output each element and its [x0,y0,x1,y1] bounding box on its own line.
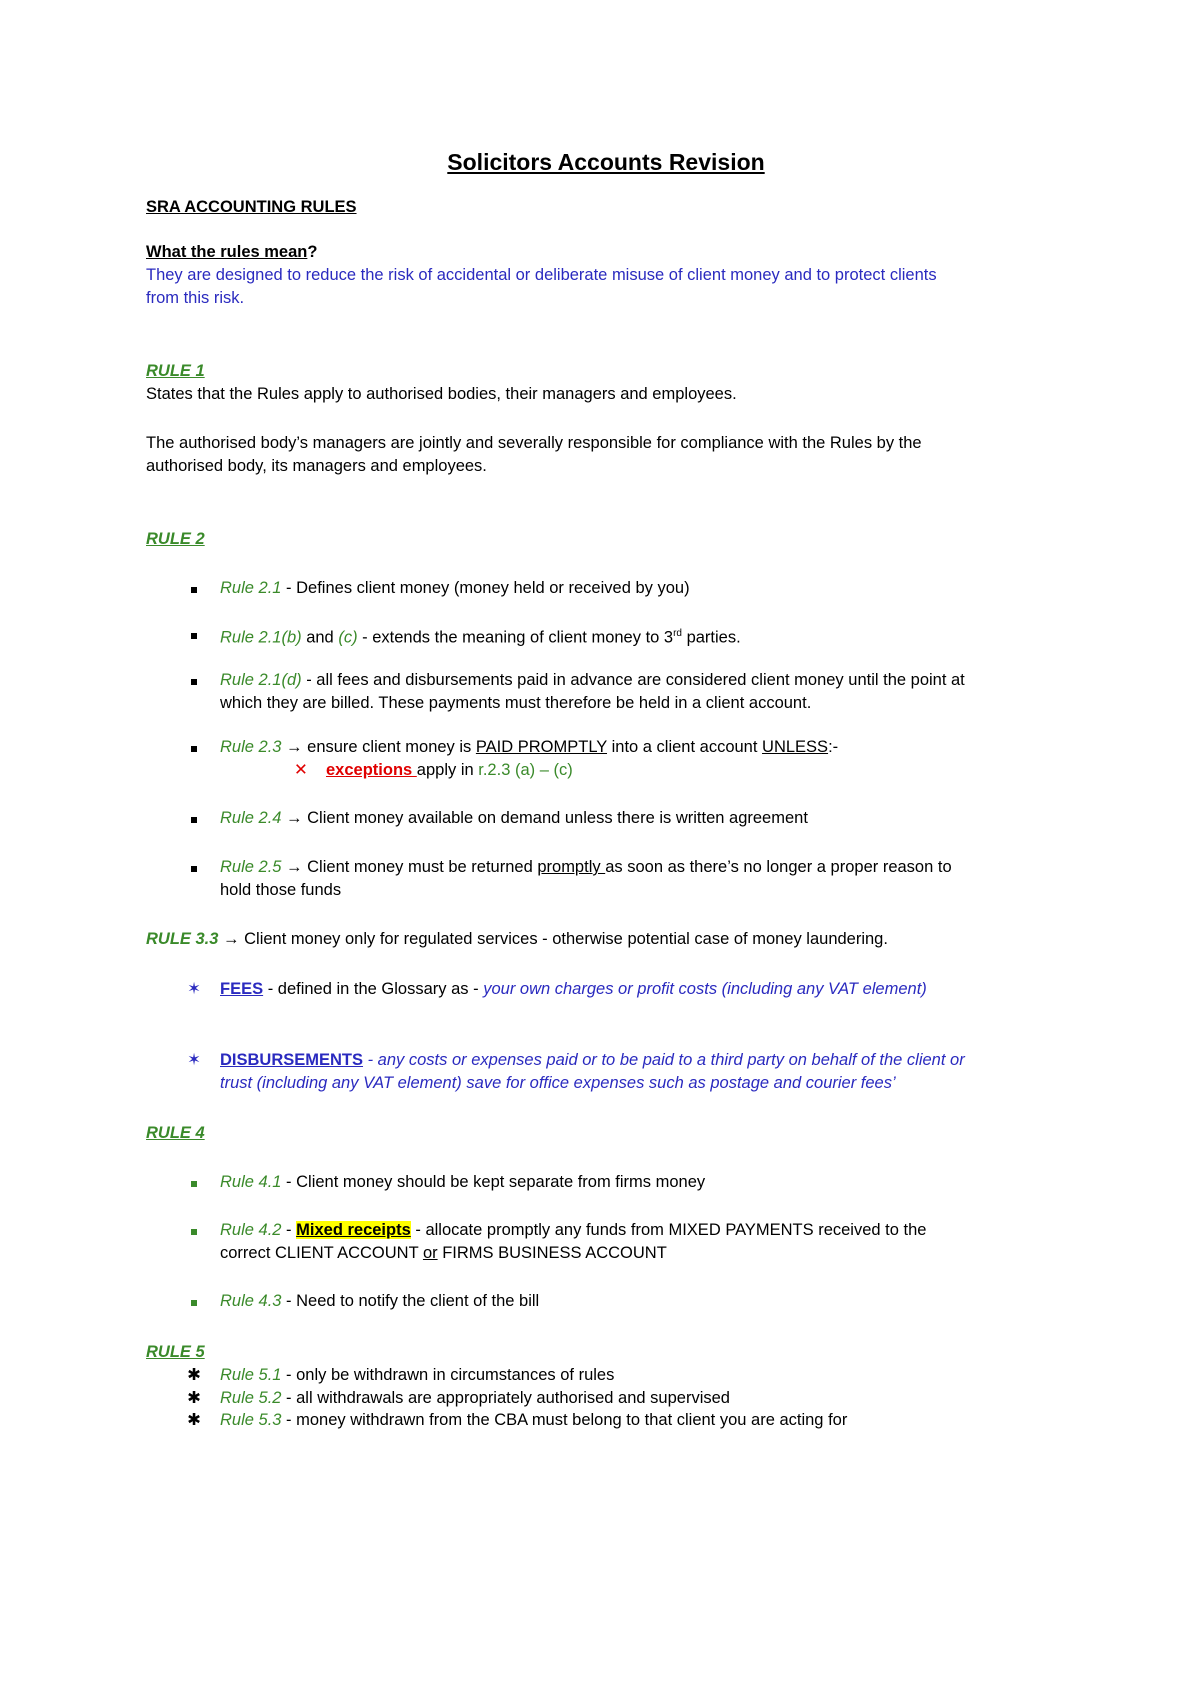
disbursements-definition-line2: trust (including any VAT element) save for office expenses such as postage and courier fees’ [220,1074,896,1092]
rule5-heading: RULE 5 [146,1343,205,1361]
rule5-item-2: Rule 5.2 - all withdrawals are appropriately authorised and supervised [220,1389,730,1407]
rule4-item-2-line2: correct CLIENT ACCOUNT or FIRMS BUSINESS ACCOUNT [220,1244,667,1262]
star-bullet-icon: ✱ [187,1366,201,1384]
arrow-right-icon: → [281,809,308,827]
rule4-heading: RULE 4 [146,1124,205,1142]
rule5-item-1: Rule 5.1 - only be withdrawn in circumstances of rules [220,1366,615,1384]
rule2-item-1: Rule 2.1 - Defines client money (money held or received by you) [220,579,690,597]
rule1-paragraph2-line1: The authorised body’s managers are jointly and severally responsible for compliance with the Rules by the [146,434,922,452]
star-bullet-icon: ✶ [187,1051,201,1069]
square-bullet-icon [184,668,204,692]
fees-definition: FEES - defined in the Glossary as - your own charges or profit costs (including any VAT element) [220,980,927,998]
rule5-item-3: Rule 5.3 - money withdrawn from the CBA must belong to that client you are acting for [220,1411,848,1429]
rule2-item-6-line2: hold those funds [220,881,342,899]
rule4-item-1: Rule 4.1 - Client money should be kept separate from firms money [220,1173,706,1191]
square-bullet-icon [184,1218,204,1242]
rule2-item-5: Rule 2.4 → Client money available on demand unless there is written agreement [220,809,808,827]
square-bullet-icon [184,806,204,830]
rule1-paragraph2-line2: authorised body, its managers and employees. [146,457,487,475]
rule2-heading: RULE 2 [146,530,205,548]
disbursements-definition: DISBURSEMENTS - any costs or expenses paid or to be paid to a third party on behalf of the client or [220,1051,965,1069]
square-bullet-icon [184,622,204,646]
intro-question-text: What the rules mean [146,243,308,261]
intro-answer-line1: They are designed to reduce the risk of accidental or deliberate misuse of client money and to protect clients [146,266,937,284]
intro-question-mark: ? [307,243,318,261]
square-bullet-icon [184,855,204,879]
rule2-item-4-exceptions: exceptions apply in r.2.3 (a) – (c) [326,761,573,779]
rule2-item-3: Rule 2.1(d) - all fees and disbursements paid in advance are considered client money until the point at [220,671,965,689]
rule1-paragraph1: States that the Rules apply to authorised bodies, their managers and employees. [146,385,737,403]
rule4-item-3: Rule 4.3 - Need to notify the client of the bill [220,1292,540,1310]
rule2-item-4: Rule 2.3 → ensure client money is PAID PROMPTLY into a client account UNLESS:- [220,738,839,756]
arrow-right-icon: → [218,930,245,948]
document-title: Solicitors Accounts Revision [447,149,765,175]
rule33-line: RULE 3.3 → Client money only for regulated services - otherwise potential case of money laundering. [146,930,888,948]
square-bullet-icon [184,1289,204,1313]
rule2-item-2: Rule 2.1(b) and (c) - extends the meaning of client money to 3rd parties. [220,628,741,647]
star-bullet-icon: ✱ [187,1389,201,1407]
rule2-item-3-line2: which they are billed. These payments must therefore be held in a client account. [220,694,812,712]
arrow-right-icon: → [281,738,308,756]
cross-icon: ✕ [294,761,308,779]
rule2-item-6: Rule 2.5 → Client money must be returned promptly as soon as there’s no longer a proper reason to [220,858,952,876]
intro-answer-line2: from this risk. [146,289,245,307]
section-heading: SRA ACCOUNTING RULES [146,198,357,216]
square-bullet-icon [184,1170,204,1194]
square-bullet-icon [184,576,204,600]
arrow-right-icon: → [281,858,308,876]
rule4-item-2: Rule 4.2 - Mixed receipts - allocate promptly any funds from MIXED PAYMENTS received to the [220,1221,927,1239]
star-bullet-icon: ✶ [187,980,201,998]
intro-question [146,240,317,264]
square-bullet-icon [184,735,204,759]
star-bullet-icon: ✱ [187,1411,201,1429]
rule1-heading: RULE 1 [146,362,205,380]
